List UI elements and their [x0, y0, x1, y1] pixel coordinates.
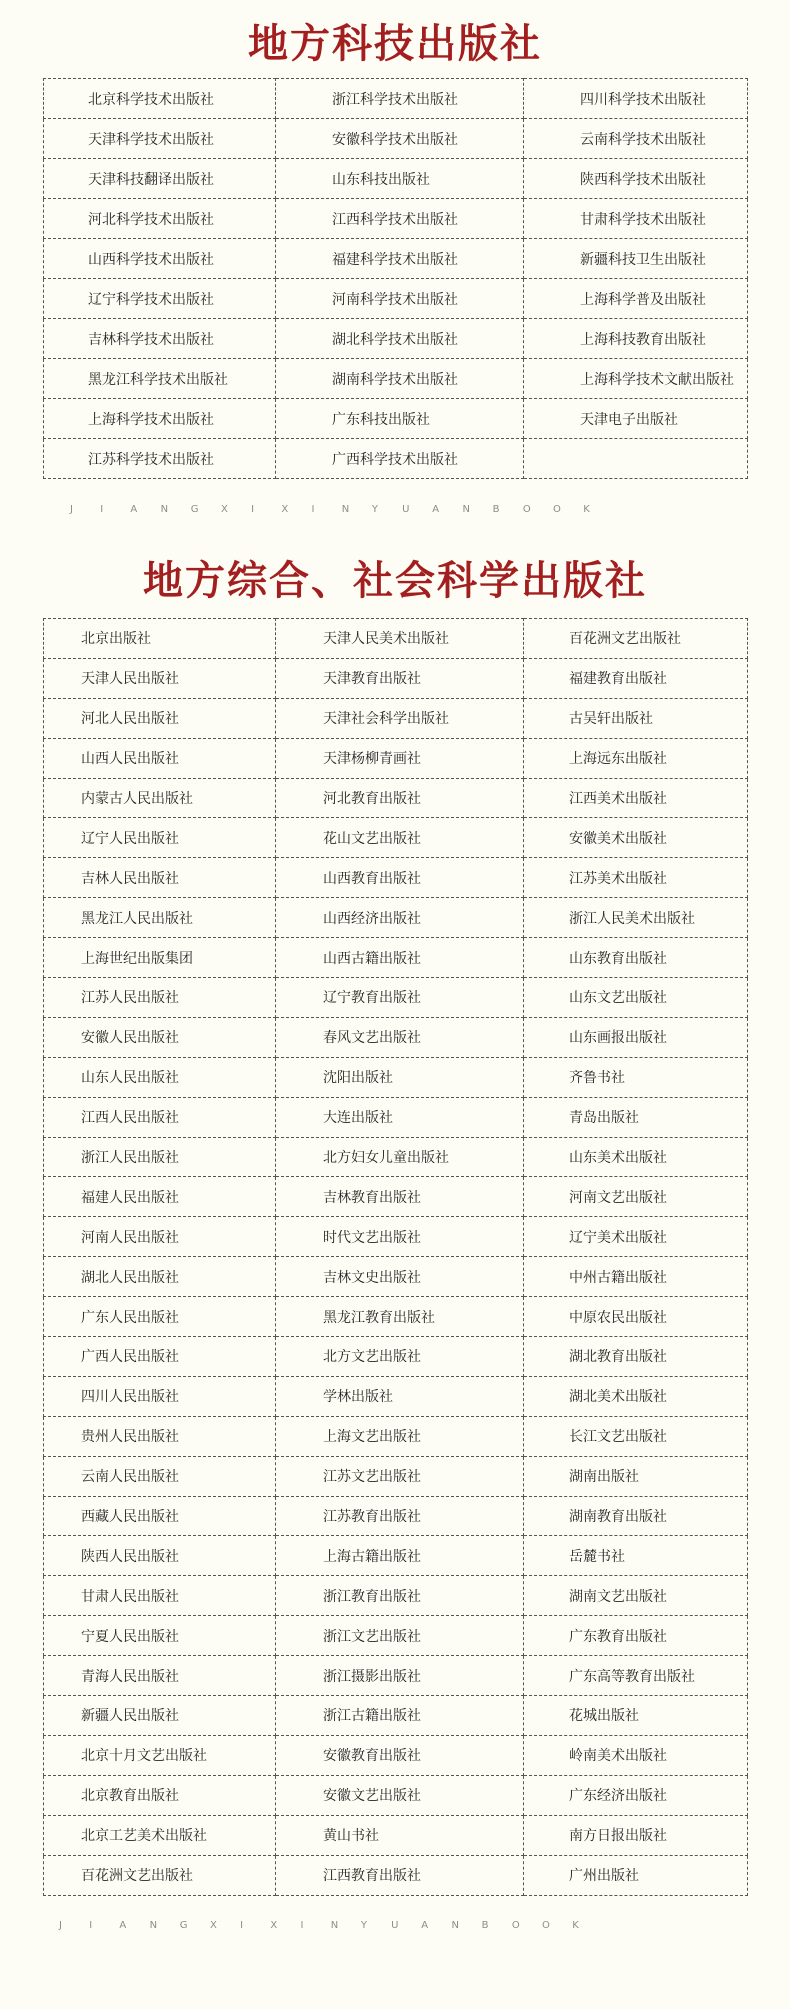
publisher-cell: 天津电子出版社 [524, 399, 748, 439]
table-row [44, 1735, 748, 1775]
table-row [44, 1775, 748, 1815]
publisher-cell: 山西古籍出版社 [276, 938, 524, 978]
publisher-cell: 山东教育出版社 [524, 938, 748, 978]
publisher-cell: 山西教育出版社 [276, 858, 524, 898]
publisher-cell: 吉林科学技术出版社 [44, 319, 276, 359]
table-row [44, 1257, 748, 1297]
publisher-cell: 黑龙江教育出版社 [276, 1297, 524, 1337]
publisher-cell: 浙江古籍出版社 [276, 1696, 524, 1736]
publisher-cell: 浙江科学技术出版社 [276, 79, 524, 119]
section-title-science-tech: 地方科技出版社 [248, 20, 542, 67]
publisher-cell: 江苏科学技术出版社 [44, 439, 276, 479]
publisher-cell: 山东文艺出版社 [524, 978, 748, 1018]
publisher-cell: 百花洲文艺出版社 [524, 619, 748, 659]
table-row [44, 1696, 748, 1736]
table-row [44, 399, 748, 439]
publisher-cell: 天津教育出版社 [276, 658, 524, 698]
table-row [44, 1416, 748, 1456]
publisher-table-science-tech [43, 78, 748, 479]
publisher-cell: 贵州人民出版社 [44, 1416, 276, 1456]
publisher-cell: 上海远东出版社 [524, 738, 748, 778]
publisher-cell: 云南人民出版社 [44, 1456, 276, 1496]
publisher-cell: 山东美术出版社 [524, 1137, 748, 1177]
publisher-cell: 长江文艺出版社 [524, 1416, 748, 1456]
publisher-cell [524, 439, 748, 479]
table-row [44, 1297, 748, 1337]
publisher-cell: 天津人民美术出版社 [276, 619, 524, 659]
table-row [44, 898, 748, 938]
publisher-cell: 花山文艺出版社 [276, 818, 524, 858]
watermark: J I A N G X I X I N Y U A N B O O K [70, 504, 590, 515]
table-row [44, 1017, 748, 1057]
publisher-cell: 宁夏人民出版社 [44, 1616, 276, 1656]
publisher-cell: 天津社会科学出版社 [276, 698, 524, 738]
publisher-cell: 河北科学技术出版社 [44, 199, 276, 239]
publisher-cell: 齐鲁书社 [524, 1057, 748, 1097]
publisher-cell: 大连出版社 [276, 1097, 524, 1137]
publisher-cell: 广东高等教育出版社 [524, 1656, 748, 1696]
publisher-cell: 河南科学技术出版社 [276, 279, 524, 319]
publisher-cell: 百花洲文艺出版社 [44, 1855, 276, 1895]
publisher-cell: 辽宁美术出版社 [524, 1217, 748, 1257]
publisher-cell: 北方妇女儿童出版社 [276, 1137, 524, 1177]
section-title-general-social-science: 地方综合、社会科学出版社 [143, 557, 647, 604]
publisher-cell: 浙江文艺出版社 [276, 1616, 524, 1656]
publisher-cell: 青岛出版社 [524, 1097, 748, 1137]
publisher-cell: 北京十月文艺出版社 [44, 1735, 276, 1775]
publisher-cell: 辽宁科学技术出版社 [44, 279, 276, 319]
table-row [44, 1656, 748, 1696]
publisher-cell: 上海文艺出版社 [276, 1416, 524, 1456]
table-row [44, 1616, 748, 1656]
publisher-cell: 黑龙江人民出版社 [44, 898, 276, 938]
table-row [44, 1057, 748, 1097]
publisher-cell: 黄山书社 [276, 1815, 524, 1855]
publisher-cell: 古吴轩出版社 [524, 698, 748, 738]
publisher-cell: 春风文艺出版社 [276, 1017, 524, 1057]
publisher-cell: 山西科学技术出版社 [44, 239, 276, 279]
publisher-cell: 岭南美术出版社 [524, 1735, 748, 1775]
publisher-cell: 上海科学技术文献出版社 [524, 359, 748, 399]
publisher-cell: 学林出版社 [276, 1376, 524, 1416]
publisher-cell: 黑龙江科学技术出版社 [44, 359, 276, 399]
publisher-table-general-social-science [43, 618, 748, 1896]
publisher-cell: 安徽科学技术出版社 [276, 119, 524, 159]
publisher-cell: 河北人民出版社 [44, 698, 276, 738]
publisher-cell: 河北教育出版社 [276, 778, 524, 818]
publisher-cell: 河南人民出版社 [44, 1217, 276, 1257]
publisher-cell: 北京科学技术出版社 [44, 79, 276, 119]
table-row [44, 658, 748, 698]
table-row [44, 1815, 748, 1855]
publisher-cell: 湖北教育出版社 [524, 1337, 748, 1377]
table-row [44, 359, 748, 399]
publisher-cell: 浙江教育出版社 [276, 1576, 524, 1616]
publisher-cell: 北方文艺出版社 [276, 1337, 524, 1377]
table-row [44, 1137, 748, 1177]
table-row [44, 1536, 748, 1576]
publisher-cell: 山东画报出版社 [524, 1017, 748, 1057]
publisher-cell: 花城出版社 [524, 1696, 748, 1736]
publisher-cell: 安徽美术出版社 [524, 818, 748, 858]
table-row [44, 159, 748, 199]
publisher-cell: 湖北美术出版社 [524, 1376, 748, 1416]
table-row [44, 1217, 748, 1257]
publisher-cell: 辽宁人民出版社 [44, 818, 276, 858]
publisher-cell: 广东教育出版社 [524, 1616, 748, 1656]
publisher-cell: 天津人民出版社 [44, 658, 276, 698]
publisher-cell: 江西教育出版社 [276, 1855, 524, 1895]
publisher-cell: 辽宁教育出版社 [276, 978, 524, 1018]
table-row [44, 1376, 748, 1416]
table-row [44, 119, 748, 159]
publisher-cell: 广西人民出版社 [44, 1337, 276, 1377]
publisher-cell: 天津科技翻译出版社 [44, 159, 276, 199]
table-row [44, 1456, 748, 1496]
publisher-cell: 上海科学技术出版社 [44, 399, 276, 439]
publisher-cell: 四川科学技术出版社 [524, 79, 748, 119]
publisher-cell: 沈阳出版社 [276, 1057, 524, 1097]
publisher-cell: 广东人民出版社 [44, 1297, 276, 1337]
publisher-cell: 江西科学技术出版社 [276, 199, 524, 239]
table-row [44, 439, 748, 479]
publisher-cell: 湖南教育出版社 [524, 1496, 748, 1536]
publisher-cell: 湖南出版社 [524, 1456, 748, 1496]
publisher-cell: 新疆人民出版社 [44, 1696, 276, 1736]
publisher-cell: 江苏教育出版社 [276, 1496, 524, 1536]
publisher-cell: 青海人民出版社 [44, 1656, 276, 1696]
publisher-cell: 山西经济出版社 [276, 898, 524, 938]
publisher-cell: 山东人民出版社 [44, 1057, 276, 1097]
table-row [44, 778, 748, 818]
table-row [44, 698, 748, 738]
publisher-cell: 吉林人民出版社 [44, 858, 276, 898]
publisher-cell: 江西人民出版社 [44, 1097, 276, 1137]
publisher-cell: 安徽文艺出版社 [276, 1775, 524, 1815]
publisher-cell: 上海古籍出版社 [276, 1536, 524, 1576]
publisher-cell: 江苏人民出版社 [44, 978, 276, 1018]
publisher-cell: 山西人民出版社 [44, 738, 276, 778]
publisher-cell: 上海科技教育出版社 [524, 319, 748, 359]
table-row [44, 858, 748, 898]
publisher-cell: 浙江人民美术出版社 [524, 898, 748, 938]
publisher-cell: 吉林文史出版社 [276, 1257, 524, 1297]
publisher-cell: 福建科学技术出版社 [276, 239, 524, 279]
publisher-cell: 广西科学技术出版社 [276, 439, 524, 479]
publisher-cell: 北京工艺美术出版社 [44, 1815, 276, 1855]
publisher-cell: 浙江摄影出版社 [276, 1656, 524, 1696]
publisher-cell: 天津杨柳青画社 [276, 738, 524, 778]
publisher-cell: 福建人民出版社 [44, 1177, 276, 1217]
publisher-cell: 北京出版社 [44, 619, 276, 659]
publisher-cell: 广东科技出版社 [276, 399, 524, 439]
publisher-cell: 江西美术出版社 [524, 778, 748, 818]
publisher-cell: 安徽人民出版社 [44, 1017, 276, 1057]
table-row [44, 738, 748, 778]
publisher-cell: 湖北人民出版社 [44, 1257, 276, 1297]
table-row [44, 619, 748, 659]
table-row [44, 319, 748, 359]
publisher-cell: 吉林教育出版社 [276, 1177, 524, 1217]
publisher-cell: 广州出版社 [524, 1855, 748, 1895]
table-row [44, 978, 748, 1018]
publisher-cell: 江苏文艺出版社 [276, 1456, 524, 1496]
table-row [44, 1097, 748, 1137]
table-row [44, 239, 748, 279]
table-row [44, 1496, 748, 1536]
publisher-cell: 湖北科学技术出版社 [276, 319, 524, 359]
publisher-cell: 西藏人民出版社 [44, 1496, 276, 1536]
publisher-cell: 岳麓书社 [524, 1536, 748, 1576]
table-row [44, 1855, 748, 1895]
publisher-cell: 中州古籍出版社 [524, 1257, 748, 1297]
publisher-cell: 时代文艺出版社 [276, 1217, 524, 1257]
publisher-cell: 甘肃人民出版社 [44, 1576, 276, 1616]
publisher-cell: 四川人民出版社 [44, 1376, 276, 1416]
publisher-cell: 上海科学普及出版社 [524, 279, 748, 319]
watermark: J I A N G X I X I N Y U A N B O O K [59, 1920, 579, 1931]
table-row [44, 199, 748, 239]
publisher-cell: 浙江人民出版社 [44, 1137, 276, 1177]
publisher-cell: 福建教育出版社 [524, 658, 748, 698]
publisher-cell: 湖南科学技术出版社 [276, 359, 524, 399]
publisher-cell: 安徽教育出版社 [276, 1735, 524, 1775]
publisher-cell: 上海世纪出版集团 [44, 938, 276, 978]
publisher-cell: 广东经济出版社 [524, 1775, 748, 1815]
publisher-cell: 陕西科学技术出版社 [524, 159, 748, 199]
publisher-cell: 北京教育出版社 [44, 1775, 276, 1815]
publisher-cell: 江苏美术出版社 [524, 858, 748, 898]
table-row [44, 818, 748, 858]
table-row [44, 279, 748, 319]
publisher-cell: 甘肃科学技术出版社 [524, 199, 748, 239]
publisher-cell: 湖南文艺出版社 [524, 1576, 748, 1616]
publisher-cell: 陕西人民出版社 [44, 1536, 276, 1576]
table-row [44, 1337, 748, 1377]
publisher-cell: 山东科技出版社 [276, 159, 524, 199]
publisher-cell: 新疆科技卫生出版社 [524, 239, 748, 279]
table-row [44, 938, 748, 978]
publisher-cell: 河南文艺出版社 [524, 1177, 748, 1217]
table-row [44, 79, 748, 119]
publisher-cell: 南方日报出版社 [524, 1815, 748, 1855]
publisher-cell: 中原农民出版社 [524, 1297, 748, 1337]
table-row [44, 1576, 748, 1616]
table-row [44, 1177, 748, 1217]
publisher-cell: 内蒙古人民出版社 [44, 778, 276, 818]
publisher-cell: 云南科学技术出版社 [524, 119, 748, 159]
publisher-cell: 天津科学技术出版社 [44, 119, 276, 159]
